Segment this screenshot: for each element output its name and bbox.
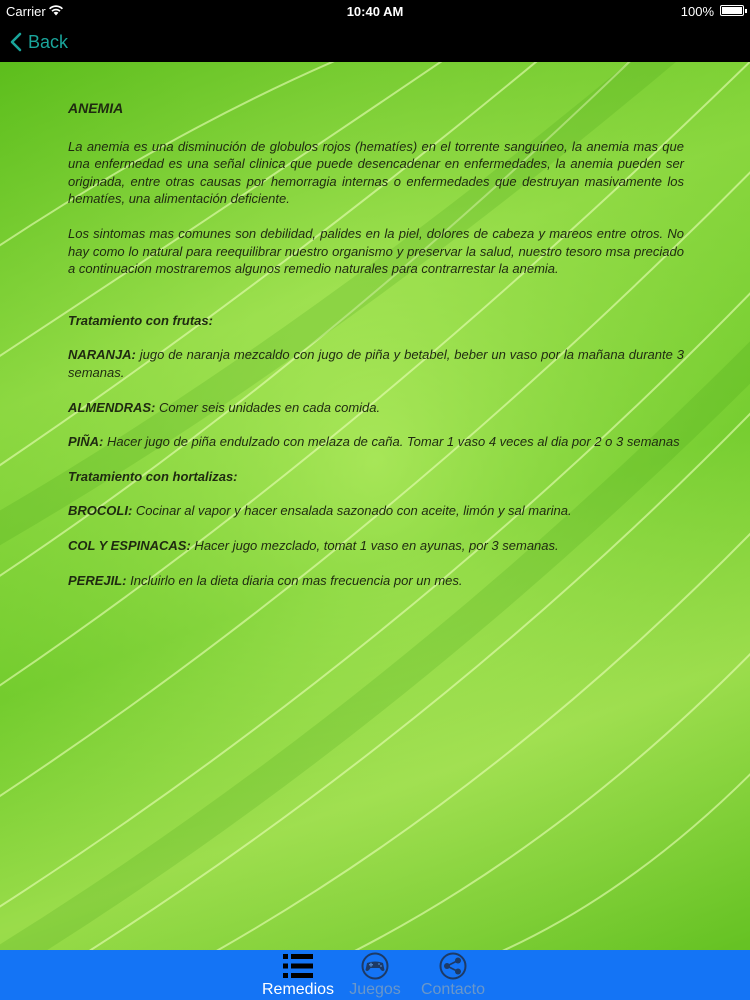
chevron-left-icon bbox=[10, 32, 22, 52]
remedy-item bbox=[68, 346, 684, 381]
remedy-item bbox=[68, 433, 684, 451]
fruits-heading: Tratamiento con frutas: bbox=[68, 312, 213, 328]
remedy-item bbox=[68, 399, 684, 417]
carrier-label: Carrier bbox=[6, 4, 46, 19]
remedy-name: BROCOLI: bbox=[68, 503, 133, 519]
share-icon bbox=[438, 952, 468, 980]
status-time: 10:40 AM bbox=[346, 4, 404, 19]
vegetables-heading: Tratamiento con hortalizas: bbox=[68, 468, 238, 484]
remedy-text: jugo de naranja mezcaldo con jugo de piña y betabel, beber un vaso por la mañana durante 3 semanas. bbox=[68, 347, 684, 380]
article-paragraph: Los sintomas mas comunes son debilidad, palides en la piel, dolores de cabeza y mareos entre otros. No hay como lo natural para reequilibrar nuestro organismo y preservar la salud, nuestro tesoro msa preciado a continuacion mostraremos algunos remedio naturales para contrarrestar la anemia. bbox=[68, 225, 684, 277]
remedy-item bbox=[68, 572, 684, 590]
content-area[interactable] bbox=[0, 62, 750, 950]
tab-label: Remedios bbox=[261, 981, 335, 998]
remedy-text: Hacer jugo de piña endulzado con melaza de caña. Tomar 1 vaso 4 veces al dia por 2 o 3 semanas bbox=[103, 434, 680, 450]
remedy-name: NARANJA: bbox=[68, 347, 136, 363]
tab-label: Juegos bbox=[349, 981, 401, 998]
remedy-text: Comer seis unidades en cada comida. bbox=[155, 399, 381, 415]
tab-label: Contacto bbox=[420, 981, 486, 998]
article-title: ANEMIA bbox=[68, 100, 124, 116]
remedy-item bbox=[68, 537, 684, 555]
remedy-name: COL Y ESPINACAS: bbox=[68, 537, 191, 553]
article-content bbox=[68, 100, 684, 606]
gamepad-icon bbox=[360, 952, 390, 980]
status-bar bbox=[0, 0, 750, 22]
remedy-name: ALMENDRAS: bbox=[68, 399, 156, 415]
remedy-text: Incluirlo en la dieta diaria con mas frecuencia por un mes. bbox=[126, 572, 463, 588]
battery-percentage: 100% bbox=[680, 4, 714, 19]
tab-juegos[interactable] bbox=[344, 950, 406, 1000]
remedy-text: Hacer jugo mezclado, tomat 1 vaso en ayunas, por 3 semanas. bbox=[190, 537, 559, 553]
navigation-bar bbox=[0, 22, 750, 62]
back-label: Back bbox=[28, 31, 69, 52]
battery-icon bbox=[720, 5, 744, 16]
tab-contacto[interactable] bbox=[414, 950, 492, 1000]
list-icon bbox=[282, 952, 314, 980]
tab-bar bbox=[0, 950, 750, 1000]
remedy-name: PIÑA: bbox=[68, 434, 104, 450]
remedy-text: Cocinar al vapor y hacer ensalada sazonado con aceite, limón y sal marina. bbox=[132, 503, 572, 519]
tab-remedios[interactable] bbox=[255, 950, 341, 1000]
article-paragraph: La anemia es una disminución de globulos rojos (hematíes) en el torrente sanguineo, la anemia mas que una enfermedad es una señal clinica que puede desencadenar en enfermedades, la anemia pueden ser originada, entre otras causas por hemorragia internas o enfermedades que destruyan masivamente los hematíes, una alimentación deficiente. bbox=[68, 138, 684, 207]
remedy-name: PEREJIL: bbox=[68, 572, 127, 588]
back-button[interactable] bbox=[10, 28, 68, 56]
remedy-item bbox=[68, 502, 684, 520]
